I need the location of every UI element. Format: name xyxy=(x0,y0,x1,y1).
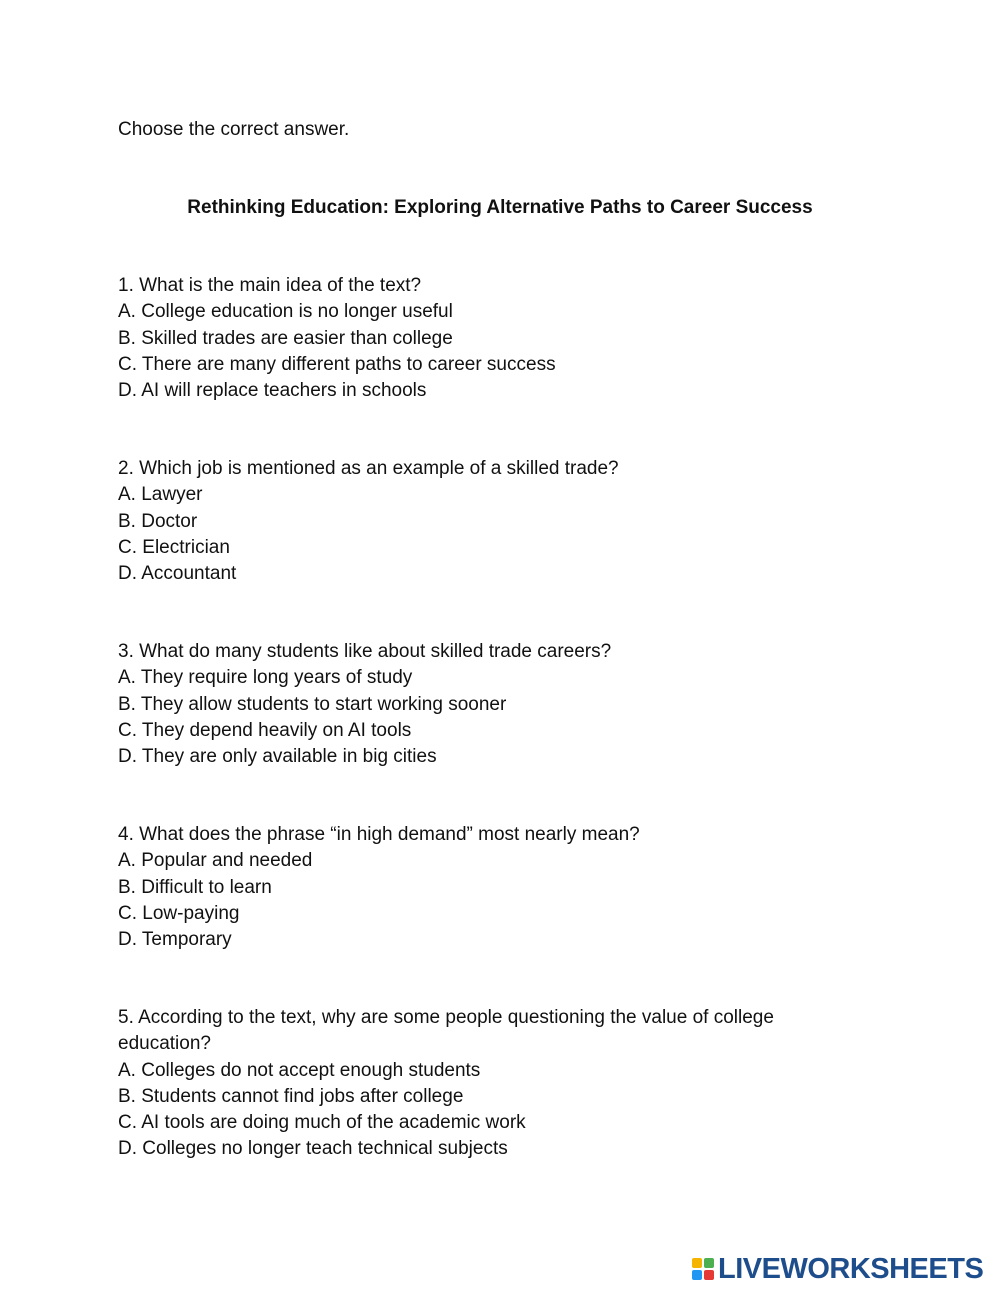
question-4 xyxy=(118,822,818,953)
logo-tile xyxy=(704,1270,714,1280)
answer-option[interactable]: C. Low-paying xyxy=(118,902,240,924)
answer-option[interactable]: C. Electrician xyxy=(118,536,230,558)
question-text: 3. What do many students like about skilled trade careers? xyxy=(118,641,612,662)
answer-option[interactable]: A. Popular and needed xyxy=(118,850,313,872)
logo-text: LIVEWORKSHEETS xyxy=(718,1253,984,1285)
answer-option[interactable]: D. Accountant xyxy=(118,563,237,585)
question-1 xyxy=(118,273,818,404)
answer-option[interactable]: D. They are only available in big cities xyxy=(118,746,437,768)
answer-option[interactable]: B. Doctor xyxy=(118,510,198,532)
answer-option[interactable]: A. Lawyer xyxy=(118,484,203,506)
answer-option[interactable]: C. AI tools are doing much of the academic work xyxy=(118,1112,526,1134)
question-5 xyxy=(118,1005,818,1163)
logo-mark-icon xyxy=(692,1258,714,1280)
answer-option[interactable]: D. Temporary xyxy=(118,929,232,951)
answer-option[interactable]: B. Students cannot find jobs after college xyxy=(118,1085,464,1107)
liveworksheets-logo xyxy=(692,1254,983,1284)
answer-option[interactable]: A. Colleges do not accept enough students xyxy=(118,1059,481,1081)
answer-option[interactable]: D. AI will replace teachers in schools xyxy=(118,380,427,402)
answer-option[interactable]: A. College education is no longer useful xyxy=(118,301,453,323)
answer-option[interactable]: B. Difficult to learn xyxy=(118,876,272,898)
answer-option[interactable]: B. They allow students to start working sooner xyxy=(118,693,507,715)
question-3 xyxy=(118,639,818,770)
worksheet-title: Rethinking Education: Exploring Alternative Paths to Career Success xyxy=(187,197,813,218)
question-text: 4. What does the phrase “in high demand” most nearly mean? xyxy=(118,824,640,845)
logo-tile xyxy=(692,1258,702,1268)
answer-option[interactable]: D. Colleges no longer teach technical subjects xyxy=(118,1138,508,1160)
answer-option[interactable]: B. Skilled trades are easier than college xyxy=(118,327,453,349)
answer-option[interactable]: C. There are many different paths to career success xyxy=(118,353,556,375)
question-text: 2. Which job is mentioned as an example of a skilled trade? xyxy=(118,458,619,479)
answer-option[interactable]: A. They require long years of study xyxy=(118,667,413,689)
instruction-text: Choose the correct answer. xyxy=(118,119,350,140)
question-2 xyxy=(118,456,818,587)
question-text: 5. According to the text, why are some people questioning the value of college education? xyxy=(118,1007,774,1055)
logo-tile xyxy=(704,1258,714,1268)
answer-option[interactable]: C. They depend heavily on AI tools xyxy=(118,719,412,741)
logo-tile xyxy=(692,1270,702,1280)
question-text: 1. What is the main idea of the text? xyxy=(118,275,422,296)
